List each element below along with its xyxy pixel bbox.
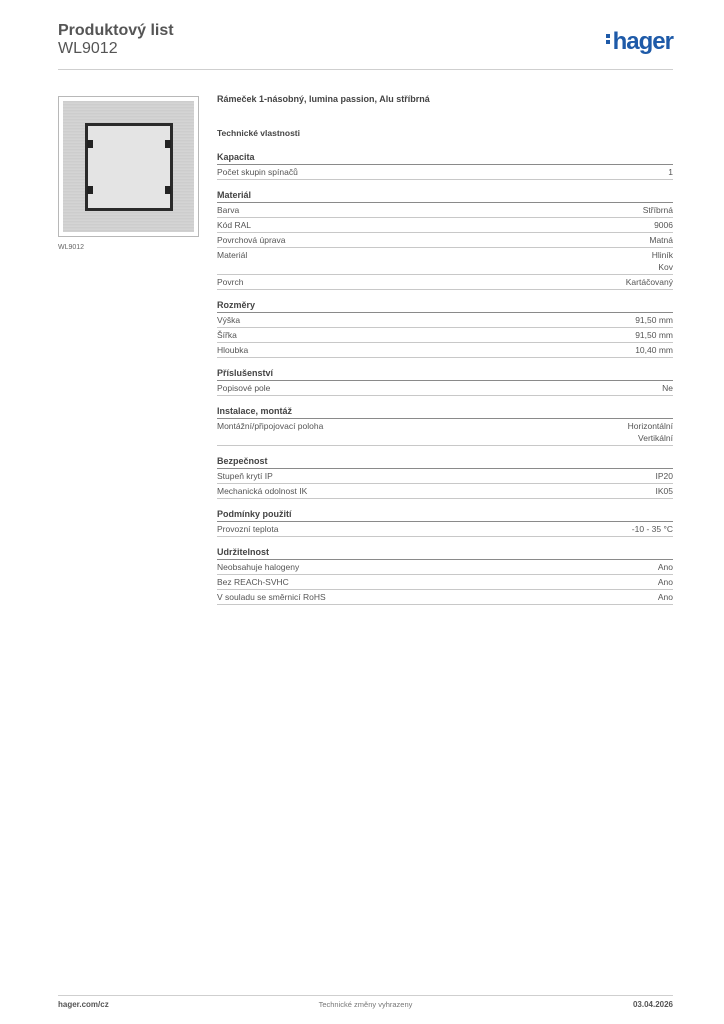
technical-properties-title: Technické vlastnosti — [217, 128, 300, 138]
spec-value: 10,40 mm — [635, 345, 673, 355]
spec-value: Ano — [657, 592, 673, 602]
spec-row — [217, 275, 673, 290]
frame-plate — [63, 101, 194, 232]
spec-section — [217, 300, 673, 358]
frame-opening — [85, 123, 173, 211]
spec-section — [217, 456, 673, 499]
section-title: Bezpečnost — [217, 456, 673, 469]
spec-label: Materiál — [217, 250, 248, 260]
spec-label: Povrch — [217, 277, 244, 287]
spec-row — [217, 313, 673, 328]
spec-value: Ano — [657, 562, 673, 572]
spec-row — [217, 575, 673, 590]
page-header — [58, 20, 673, 70]
spec-section — [217, 509, 673, 537]
spec-value: 91,50 mm — [635, 315, 673, 325]
spec-label: Stupeň krytí IP — [217, 471, 273, 481]
spec-row — [217, 328, 673, 343]
spec-label: Barva — [217, 205, 240, 215]
spec-row — [217, 484, 673, 499]
spec-section — [217, 547, 673, 605]
spec-row — [217, 218, 673, 233]
spec-value: Ano — [657, 577, 673, 587]
spec-row — [217, 165, 673, 180]
spec-label: Popisové pole — [217, 383, 271, 393]
clip-icon — [87, 186, 93, 194]
spec-label: Počet skupin spínačů — [217, 167, 298, 177]
product-image — [58, 96, 199, 237]
spec-row — [217, 203, 673, 218]
clip-icon — [87, 140, 93, 148]
clip-icon — [165, 186, 171, 194]
spec-row — [217, 590, 673, 605]
spec-label: Provozní teplota — [217, 524, 279, 534]
spec-value: Kartáčovaný — [625, 277, 673, 287]
footer-website: hager.com/cz — [58, 1000, 109, 1009]
product-name: Rámeček 1-násobný, lumina passion, Alu stříbrná — [217, 94, 430, 104]
spec-value: Ne — [662, 383, 673, 393]
spec-label: Bez REACh-SVHC — [217, 577, 289, 587]
hager-logo — [606, 28, 673, 56]
spec-label: V souladu se směrnicí RoHS — [217, 592, 326, 602]
spec-row — [217, 560, 673, 575]
spec-label: Povrchová úprava — [217, 235, 286, 245]
spec-content — [217, 94, 673, 605]
spec-row — [217, 469, 673, 484]
section-title: Instalace, montáž — [217, 406, 673, 419]
spec-label: Hloubka — [217, 345, 249, 355]
spec-row — [217, 233, 673, 248]
spec-label: Výška — [217, 315, 241, 325]
spec-section — [217, 368, 673, 396]
image-caption: WL9012 — [58, 244, 85, 251]
section-title: Příslušenství — [217, 368, 673, 381]
clip-icon — [165, 140, 171, 148]
logo-dots-icon — [606, 32, 611, 46]
spec-value: 9006 — [654, 220, 673, 230]
spec-value: -10 - 35 °C — [631, 524, 673, 534]
page-footer — [58, 995, 673, 1015]
spec-value: 1 — [668, 167, 673, 177]
spec-section — [217, 406, 673, 446]
spec-value: Matná — [649, 235, 673, 245]
section-title: Udržitelnost — [217, 547, 673, 560]
spec-row — [217, 343, 673, 358]
spec-label: Neobsahuje halogeny — [217, 562, 300, 572]
spec-row — [217, 381, 673, 396]
spec-label: Šířka — [217, 330, 237, 340]
spec-row — [217, 419, 673, 446]
spec-sections — [217, 152, 673, 605]
spec-value: Stříbrná — [642, 205, 673, 215]
spec-value: IP20 — [655, 471, 673, 481]
footer-date: 03.04.2026 — [632, 1000, 673, 1009]
logo-text: hager — [612, 28, 673, 55]
spec-value: 91,50 mm — [635, 330, 673, 340]
spec-value: Hliník Kov — [651, 250, 673, 272]
spec-value: IK05 — [655, 486, 673, 496]
spec-section — [217, 152, 673, 180]
footer-notice: Technické změny vyhrazeny — [318, 1000, 413, 1009]
section-title: Rozměry — [217, 300, 673, 313]
spec-label: Mechanická odolnost IK — [217, 486, 308, 496]
spec-row — [217, 522, 673, 537]
spec-row — [217, 248, 673, 275]
spec-label: Montážní/připojovací poloha — [217, 421, 324, 431]
spec-section — [217, 190, 673, 290]
spec-label: Kód RAL — [217, 220, 252, 230]
product-code: WL9012 — [58, 40, 118, 57]
section-title: Materiál — [217, 190, 673, 203]
section-title: Kapacita — [217, 152, 673, 165]
section-title: Podmínky použití — [217, 509, 673, 522]
spec-value: Horizontální Vertikální — [627, 421, 673, 443]
document-title: Produktový list — [58, 22, 174, 39]
